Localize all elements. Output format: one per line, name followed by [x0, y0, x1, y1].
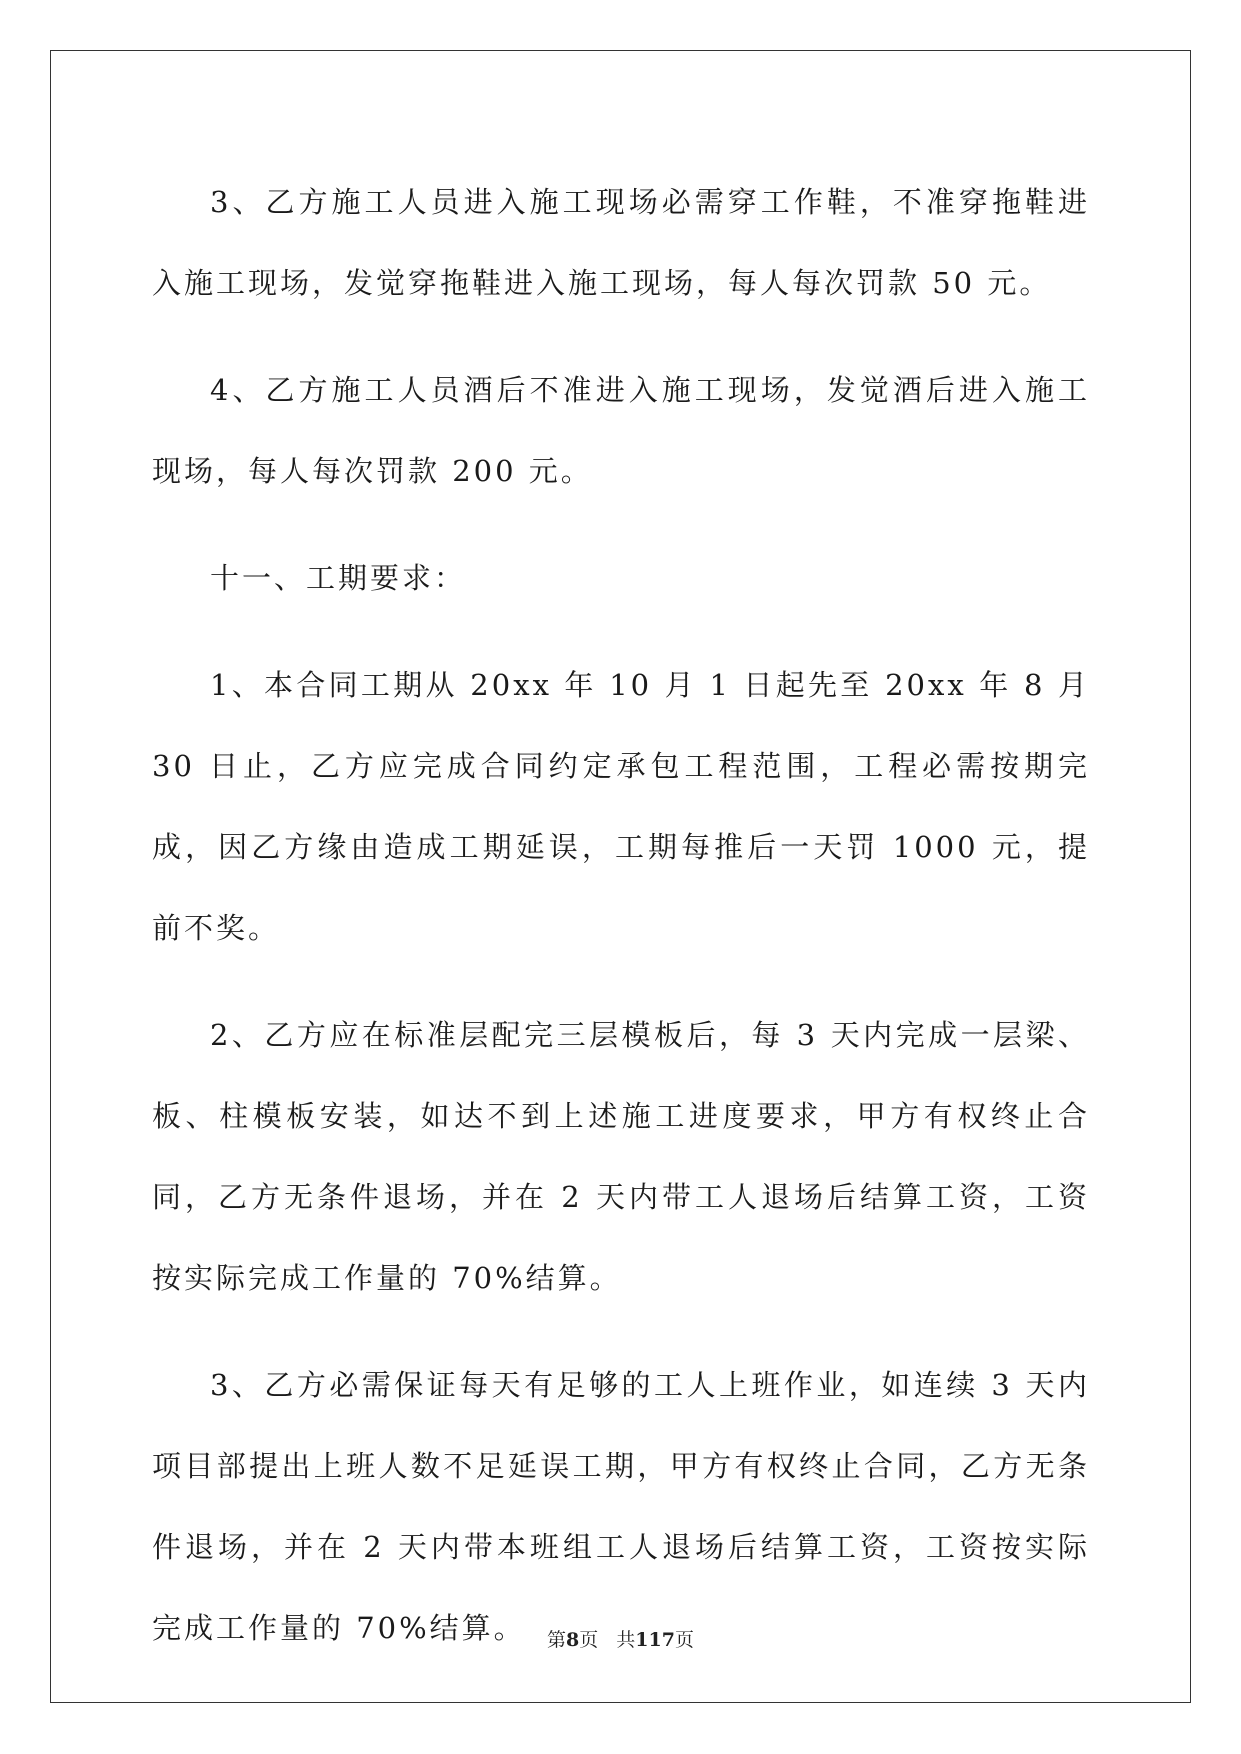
total-suffix: 页	[674, 1629, 694, 1651]
document-body	[152, 162, 1090, 1695]
paragraph-schedule-1: 1、本合同工期从 20xx 年 10 月 1 日起先至 20xx 年 8 月 30 日止，乙方应完成合同约定承包工程范围，工程必需按期完成，因乙方缘由造成工期延误，工期每推后一天罚 1000 元，提前不奖。	[152, 668, 1090, 945]
paragraph-rule-4-no-alcohol: 4、乙方施工人员酒后不准进入施工现场，发觉酒后进入施工现场，每人每次罚款 200 元。	[152, 373, 1090, 488]
total-prefix: 共	[616, 1629, 636, 1651]
paragraph-schedule-3: 3、乙方必需保证每天有足够的工人上班作业，如连续 3 天内项目部提出上班人数不足延误工期，甲方有权终止合同，乙方无条件退场，并在 2 天内带本班组工人退场后结算工资，工资按实际完成工作量的 70%结算。	[152, 1368, 1090, 1645]
page-number: 8	[566, 1629, 580, 1651]
paragraph-rule-3-work-shoes: 3、乙方施工人员进入施工现场必需穿工作鞋，不准穿拖鞋进入施工现场，发觉穿拖鞋进入施工现场，每人每次罚款 50 元。	[152, 185, 1090, 300]
section-heading-schedule: 十一、工期要求：	[210, 561, 467, 595]
paragraph-schedule-2: 2、乙方应在标准层配完三层模板后，每 3 天内完成一层梁、板、柱模板安装，如达不到上述施工进度要求，甲方有权终止合同，乙方无条件退场，并在 2 天内带工人退场后结算工资，工资按实际完成工作量的 70%结算。	[152, 1018, 1090, 1295]
total-pages: 117	[635, 1629, 675, 1651]
page-suffix: 页	[579, 1629, 599, 1651]
page-footer	[0, 1625, 1241, 1652]
page-prefix: 第	[547, 1629, 567, 1651]
